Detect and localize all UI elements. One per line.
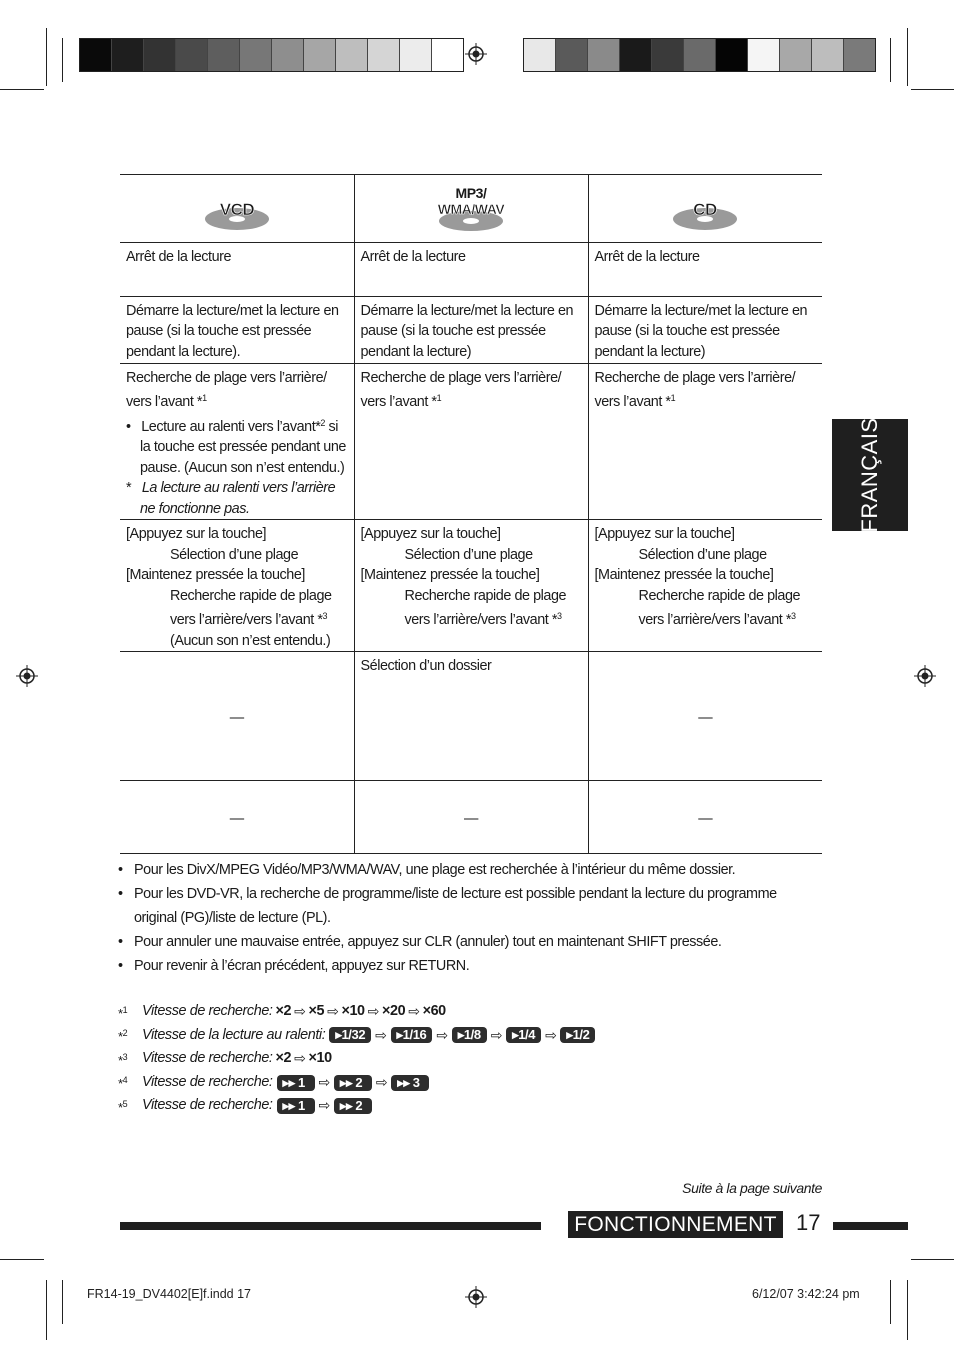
color-swatch [208,39,240,71]
cell-stop-cd: Arrêt de la lecture [588,242,822,296]
cell-folder-vcd: — [229,709,244,726]
cell-last-vcd: — [229,810,244,827]
cell-skip-vcd: [Appuyez sur la touche] Sélection d’une plage [Maintenez pressée la touche] Recherche rapide de plage vers l’arrière/vers l’avant *$^3$ (Aucun son n’est entendu.) [126,526,332,649]
slow-play-icon: ▸ [335,1027,342,1043]
arrow-right-icon: ⇨ [294,1003,306,1019]
crop-mark [0,89,44,90]
color-swatch [272,39,304,71]
slow-play-icon: ▸ [566,1027,573,1043]
color-swatch [588,39,620,71]
cell-last-cd: — [588,781,822,854]
search-speed-badge: ▸▸ 1 [277,1098,315,1114]
arrow-right-icon: ⇨ [294,1050,306,1067]
search-speed-badge: ▸▸ 3 [391,1075,429,1091]
cd-disc-icon [665,179,745,235]
cell-stop-mp3: Arrêt de la lecture [354,242,588,296]
header-mp3-wma-wav [354,175,588,243]
cell-play-pause-vcd: Démarre la lecture/met la lecture en pause (si la touche est pressée pendant la lecture). [126,302,339,360]
arrow-right-icon: ⇨ [367,1003,379,1019]
color-bar-right [523,38,876,72]
color-swatch [176,39,208,71]
color-swatch [80,39,112,71]
color-swatch [304,39,336,71]
color-swatch [368,39,400,71]
arrow-right-icon: ⇨ [375,1026,387,1043]
arrow-right-icon: ⇨ [327,1003,339,1019]
slow-reverse-note: * La lecture au ralenti vers l’arrière ne fonctionne pas. [126,480,336,517]
color-swatch [432,39,463,71]
language-tab: FRANÇAIS [832,419,908,531]
slow-play-icon: ▸ [457,1027,464,1043]
list-item: • Pour les DVD-VR, la recherche de programme/liste de lecture est possible pendant la lecture du programme original (PG)/liste de lecture (PL). [118,882,818,930]
crop-mark [46,28,47,86]
crop-mark [911,1259,954,1260]
crop-mark [907,1280,908,1340]
color-swatch [780,39,812,71]
crop-mark [911,89,954,90]
table-header-row [120,175,822,243]
slow-speed-badge: ▸1/2 [560,1027,595,1043]
fast-forward-icon: ▸▸ [282,1098,295,1114]
disc-function-table [120,174,822,854]
footer-rule [833,1222,908,1230]
fast-forward-icon: ▸▸ [282,1074,295,1090]
svg-text:VCD: VCD [219,200,255,219]
color-swatch [812,39,844,71]
fast-forward-icon: ▸▸ [339,1098,353,1114]
footer-rule [120,1222,541,1230]
cell-track-search-vcd: Recherche de plage vers l’arrière/ vers l’avant *$^1$ • Lecture au ralenti vers l’avant*$^2$ si la touche est pressée pendant une pause. (Aucun son n’est entendu.) * La lecture au ralenti vers l’arrière ne fonctionne pas. [120,363,354,520]
color-swatch [652,39,684,71]
color-bar-left [79,38,464,72]
registration-mark-icon [465,1286,487,1308]
arrow-right-icon: ⇨ [318,1097,330,1114]
color-swatch [556,39,588,71]
cell-skip-cd: [Appuyez sur la touche] Sélection d’une plage [Maintenez pressée la touche] Recherche rapide de plage vers l’arrière/vers l’avant *$^3$ [588,520,822,652]
color-swatch [684,39,716,71]
cell-track-search-mp3: Recherche de plage vers l’arrière/ vers l’avant *$^1$ [354,363,588,520]
cell-folder-mp3: Sélection d’un dossier [354,652,588,781]
list-item: • Pour revenir à l’écran précédent, appuyez sur RETURN. [118,954,818,978]
arrow-right-icon: ⇨ [545,1026,557,1043]
continued-note: Suite à la page suivante [682,1180,822,1196]
color-swatch [336,39,368,71]
svg-text:MP3/: MP3/ [455,185,487,201]
color-swatch [400,39,432,71]
mp3-wma-wav-disc-icon [426,179,516,235]
color-swatch [620,39,652,71]
slug-filename: FR14-19_DV4402[E]f.indd 17 [87,1287,251,1301]
slow-speed-badge: ▸1/32 [329,1027,371,1043]
header-cd [588,175,822,243]
vcd-disc-icon [197,179,277,235]
slow-motion-bullet: • Lecture au ralenti vers l’avant*$^2$ si la touche est pressée pendant une pause. (Aucun son n’est entendu.) [126,417,346,476]
cell-play-pause-cd: Démarre la lecture/met la lecture en pause (si la touche est pressée pendant la lecture) [588,296,822,363]
search-speed-badge: ▸▸ 2 [334,1075,372,1091]
cell-stop-vcd: Arrêt de la lecture [126,248,232,265]
color-swatch [716,39,748,71]
footnotes [118,1000,596,1118]
footnote-1: *$^1$ Vitesse de recherche: ×2 ⇨ ×5 ⇨ ×10 ⇨ ×20 ⇨ ×60 [118,1000,596,1024]
color-swatch [112,39,144,71]
notes-list [118,858,818,978]
crop-mark [890,38,891,82]
registration-mark-icon [16,665,38,687]
cell-skip-mp3: [Appuyez sur la touche] Sélection d’une plage [Maintenez pressée la touche] Recherche rapide de plage vers l’arrière/vers l’avant *$^3$ [354,520,588,652]
table-row [120,781,822,854]
registration-mark-icon [914,665,936,687]
arrow-right-icon: ⇨ [318,1073,330,1090]
fast-forward-icon: ▸▸ [397,1074,410,1090]
arrow-right-icon: ⇨ [408,1003,420,1019]
svg-text:CD: CD [693,200,718,219]
table-row [120,652,822,781]
arrow-right-icon: ⇨ [436,1026,448,1043]
crop-mark [907,28,908,86]
color-swatch [524,39,556,71]
crop-mark [62,1280,63,1324]
arrow-right-icon: ⇨ [490,1026,503,1043]
crop-mark [890,1280,891,1324]
footnote-3: *$^3$ Vitesse de recherche: ×2 ⇨ ×10 [118,1047,596,1071]
slow-speed-badge: ▸1/8 [452,1027,487,1043]
slow-play-icon: ▸ [396,1027,403,1043]
slow-speed-badge: ▸1/4 [506,1027,541,1043]
crop-mark [46,1280,47,1340]
search-speed-badge: ▸▸ 2 [334,1098,372,1114]
color-swatch [844,39,875,71]
table-row [120,296,822,363]
search-speed-badge: ▸▸ 1 [277,1075,315,1091]
header-vcd [120,175,354,243]
crop-mark [0,1259,44,1260]
table-row [120,363,822,520]
registration-mark-icon [465,43,487,65]
slug-timestamp: 6/12/07 3:42:24 pm [752,1287,860,1301]
arrow-right-icon: ⇨ [375,1073,388,1090]
color-swatch [240,39,272,71]
list-item: • Pour les DivX/MPEG Vidéo/MP3/WMA/WAV, une plage est recherchée à l’intérieur du même dossier. [118,858,818,882]
page-number: 17 [796,1210,821,1235]
table-row [120,242,822,296]
cell-last-mp3: — [354,781,588,854]
cell-play-pause-mp3: Démarre la lecture/met la lecture en pause (si la touche est pressée pendant la lecture) [354,296,588,363]
cell-track-search-cd: Recherche de plage vers l’arrière/ vers l’avant *$^1$ [588,363,822,520]
slow-play-icon: ▸ [512,1027,519,1043]
cell-folder-cd: — [588,652,822,781]
crop-mark [62,38,63,82]
footnote-2: *$^2$ Vitesse de la lecture au ralenti: ▸1/32 ⇨ ▸1/16 ⇨ ▸1/8 ⇨ ▸1/4 ⇨ ▸1/2 [118,1024,596,1048]
fast-forward-icon: ▸▸ [339,1074,353,1090]
footnote-4: *$^4$ Vitesse de recherche: ▸▸ 1 ⇨ ▸▸ 2 ⇨ ▸▸ 3 [118,1071,596,1095]
color-swatch [748,39,780,71]
section-title: FONCTIONNEMENT [568,1211,783,1238]
color-swatch [144,39,176,71]
table-row [120,520,822,652]
list-item: • Pour annuler une mauvaise entrée, appuyez sur CLR (annuler) tout en maintenant SHIFT pressée. [118,930,818,954]
footnote-5: *$^5$ Vitesse de recherche: ▸▸ 1 ⇨ ▸▸ 2 [118,1094,596,1118]
svg-text:WMA/WAV: WMA/WAV [437,201,505,217]
slow-speed-badge: ▸1/16 [391,1027,433,1043]
